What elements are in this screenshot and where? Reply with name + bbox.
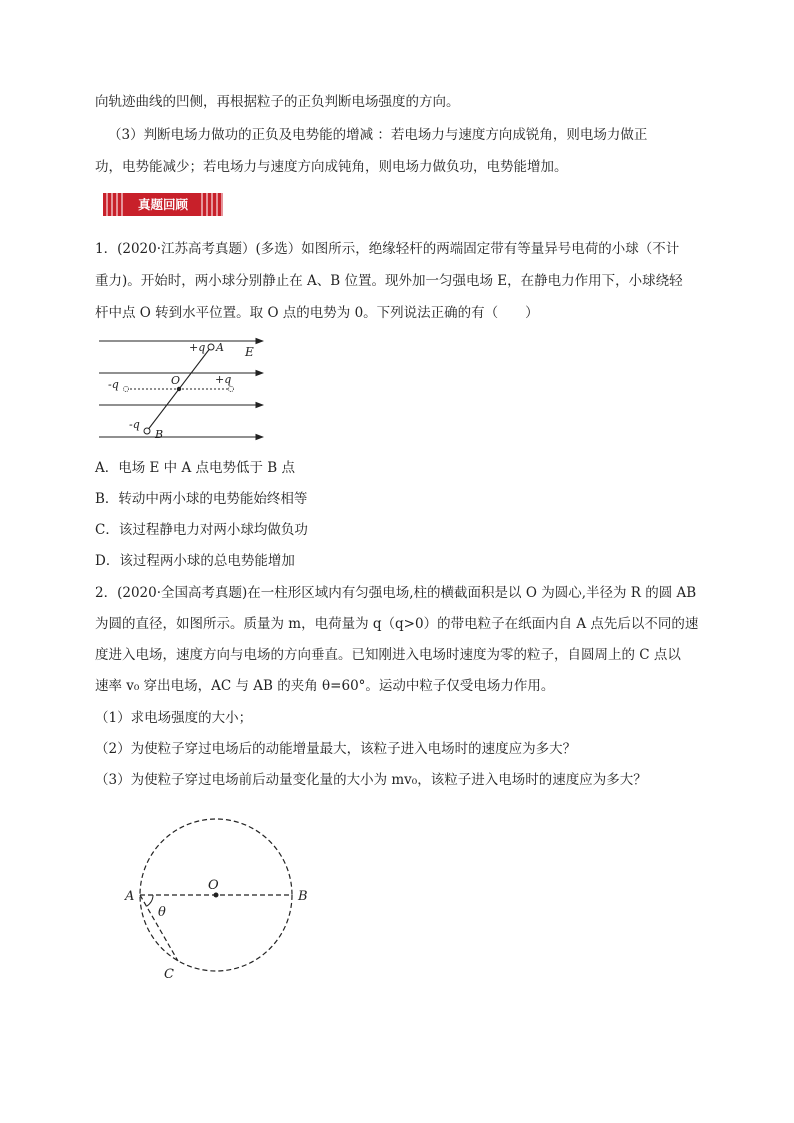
q1-option-c: C．该过程静电力对两小球均做负功 [95, 522, 308, 538]
q2-sub-1: （1）求电场强度的大小； [95, 710, 253, 726]
pivot-point [177, 387, 181, 391]
q1-option-d: D．该过程两小球的总电势能增加 [95, 553, 295, 569]
ball-b [144, 428, 150, 434]
intro-line-2: （3）判断电场力做功的正负及电势能的增减 ：若电场力与速度方向成锐角，则电场力做正 [108, 127, 648, 143]
section-banner [103, 193, 223, 216]
q1-line-1: 1．(2020·江苏高考真题）(多选）如图所示，绝缘轻杆的两端固定带有等量异号电荷的小球（不计 [95, 241, 680, 257]
intro-line-3: 功，电势能减少；若电场力与速度方向成钝角，则电场力做负功，电势能增加。 [95, 159, 568, 175]
section-banner-label: 真题回顾 [125, 193, 201, 216]
label-o: O [208, 878, 219, 893]
angle-theta-arc [147, 895, 154, 906]
q1-diagram [95, 332, 275, 447]
q2-line-1: 2．(2020·全国高考真题)在一柱形区域内有匀强电场,柱的横截面积是以 O 为圆心,半径为 R 的圆 AB [95, 585, 697, 601]
label-theta: θ [158, 905, 166, 920]
center-point [214, 893, 219, 898]
label-b: B [155, 428, 164, 441]
q1-line-2: 重力)。开始时，两小球分别静止在 A、B 位置。现外加一匀强电场 E，在静电力作用下，小球绕轻 [95, 273, 683, 289]
q2-line-4: 速率 v₀ 穿出电场，AC 与 AB 的夹角 θ=60°。运动中粒子仅受电场力作用。 [95, 678, 555, 694]
label-a: A [216, 341, 224, 354]
q1-option-b: B．转动中两小球的电势能始终相等 [95, 491, 308, 507]
label-c: C [164, 967, 174, 982]
ball-a [208, 344, 214, 350]
q1-line-3: 杆中点 O 转到水平位置。取 O 点的电势为 0。下列说法正确的有（ ） [95, 305, 539, 321]
intro-line-1: 向轨迹曲线的凹侧，再根据粒子的正负判断电场强度的方向。 [95, 94, 460, 110]
ball-left-dotted [124, 387, 129, 392]
label-plus-q-a: +q [189, 341, 206, 354]
q2-sub-3: （3）为使粒子穿过电场前后动量变化量的大小为 mv₀，该粒子进入电场时的速度应为多大？ [95, 772, 647, 788]
q2-line-3: 度进入电场，速度方向与电场的方向垂直。已知刚进入电场时速度为零的粒子，自圆周上的 C 点以 [95, 647, 681, 663]
q2-diagram [120, 810, 320, 990]
label-o: O [171, 374, 181, 387]
label-a: A [125, 889, 135, 904]
q2-sub-2: （2）为使粒子穿过电场后的动能增量最大，该粒子进入电场时的速度应为多大？ [95, 741, 577, 757]
q2-line-2: 为圆的直径，如图所示。质量为 m，电荷量为 q（q>0）的带电粒子在纸面内自 A 点先后以不同的速 [95, 616, 699, 632]
label-e: E [245, 345, 254, 359]
label-plus-q-right: +q [215, 373, 232, 386]
label-minus-q-b: -q [129, 418, 140, 431]
label-b: B [298, 889, 308, 904]
q1-option-a: A．电场 E 中 A 点电势低于 B 点 [95, 460, 296, 476]
label-minus-q-left: -q [108, 378, 119, 391]
ball-right-dotted [229, 387, 234, 392]
